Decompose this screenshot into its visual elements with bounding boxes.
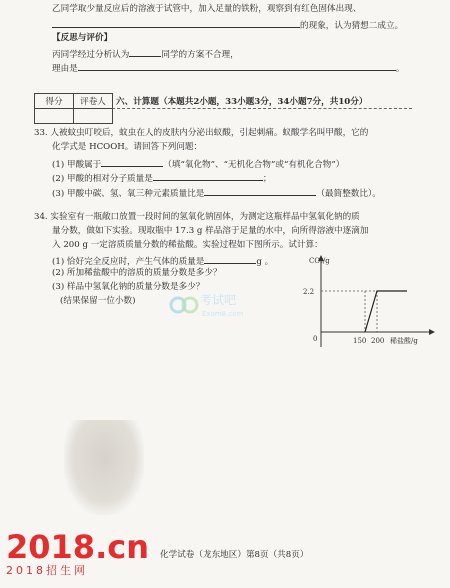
- co2-graph: [295, 255, 445, 355]
- y-axis-label: CO₂/g: [309, 257, 330, 265]
- q33-part2: [52, 171, 271, 185]
- text-fragment: (1) 恰好完全反应时，产生气体的质量是: [52, 257, 205, 267]
- text-fragment: (3) 甲酸中碳、氢、氧三种元素质量比是: [52, 189, 205, 199]
- q34-part2: (2) 所加稀盐酸中的溶质的质量分数是多少？: [52, 268, 222, 278]
- divider: [112, 108, 412, 109]
- brand-logo: [6, 530, 149, 577]
- reflect-title: 【反思与评价】: [52, 33, 113, 43]
- x-axis-arrow: [429, 329, 435, 335]
- text-line: [52, 18, 403, 32]
- text-line: [52, 47, 239, 61]
- text-fragment: （最简整数比）。: [316, 189, 381, 199]
- x-tick-label: 200: [371, 337, 385, 345]
- q34-part1: [52, 254, 273, 268]
- score-header: 得分: [35, 94, 74, 109]
- text-fragment: 同学的方案不合理，: [161, 50, 239, 60]
- answer-blank[interactable]: [101, 157, 163, 167]
- q34-stem: 34. 实验室有一瓶敞口放置一段时间的氢氧化钠固体，为测定这瓶样品中氢氧化钠的质: [34, 212, 360, 222]
- score-cell: [35, 109, 74, 124]
- answer-blank[interactable]: [52, 18, 300, 28]
- text-fragment: 理由是: [52, 64, 78, 74]
- page-footer: 化学试卷（龙东地区）第8页（共8页）: [160, 550, 309, 560]
- x-tick-label: 150: [353, 337, 367, 345]
- q33-stem: 化学式是 HCOOH。请回答下列问题：: [52, 142, 203, 152]
- grader-header: 评卷人: [74, 94, 113, 109]
- text-fragment: (1) 甲酸属于: [52, 160, 102, 170]
- exam8-watermark-logo: [168, 287, 248, 327]
- q33-stem: 33. 人被蚊虫叮咬后，蚊虫在人的皮肤内分泌出蚁酸，引起刺痛。蚁酸学名叫甲酸，它的: [34, 128, 369, 138]
- svg-text:考试吧: 考试吧: [200, 293, 237, 307]
- text-fragment: (2) 甲酸的相对分子质量是: [52, 174, 153, 184]
- x-axis-label: 稀盐酸/g: [390, 337, 418, 345]
- answer-blank[interactable]: [204, 254, 256, 264]
- q33-part1: [52, 157, 344, 171]
- text-fragment: 的现象，认为猜想二成立。: [300, 21, 404, 31]
- text-fragment: 。: [395, 64, 405, 74]
- text-line: [52, 61, 404, 75]
- faded-image-blot: [64, 420, 144, 515]
- q34-note: (结果保留一位小数): [60, 296, 136, 306]
- answer-blank[interactable]: [153, 171, 263, 181]
- q34-stem: 量分数，做如下实验。现取瓶中 17.3 g 样品溶于足量的水中，向所得溶液中逐滴加: [52, 226, 369, 236]
- q33-part3: [52, 186, 381, 200]
- q34-part3: (3) 样品中氢氧化钠的质量分数是多少？: [52, 282, 205, 292]
- answer-blank[interactable]: [204, 186, 316, 196]
- grader-cell: [74, 109, 113, 124]
- co2-curve: [365, 291, 407, 332]
- text-fragment: （填“氧化物”、“无机化合物”或“有机化合物”）: [163, 160, 345, 170]
- svg-text:Exam8.com: Exam8.com: [202, 310, 244, 318]
- text-line: 乙同学取少量反应后的溶液于试管中，加入足量的铁粉，观察到有红色固体出现、: [52, 4, 362, 14]
- text-fragment: g 。: [256, 257, 274, 267]
- text-fragment: ；: [262, 174, 272, 184]
- brand-logo-subtext: 2018招生网: [6, 564, 88, 577]
- section-title: 六、计算题（本题共2小题，33小题3分，34小题7分，共10分）: [116, 97, 368, 107]
- score-table: [34, 93, 113, 124]
- y-tick-label: 2.2: [303, 288, 315, 296]
- text-fragment: 丙同学经过分析认为: [52, 50, 130, 60]
- q34-stem: 入 200 g 一定溶质质量分数的稀盐酸。实验过程如下图所示。试计算：: [52, 240, 323, 250]
- brand-logo-text: 2018.cn: [6, 528, 149, 566]
- answer-blank[interactable]: [78, 61, 396, 71]
- answer-blank[interactable]: [129, 47, 161, 57]
- origin-label: 0: [313, 335, 318, 343]
